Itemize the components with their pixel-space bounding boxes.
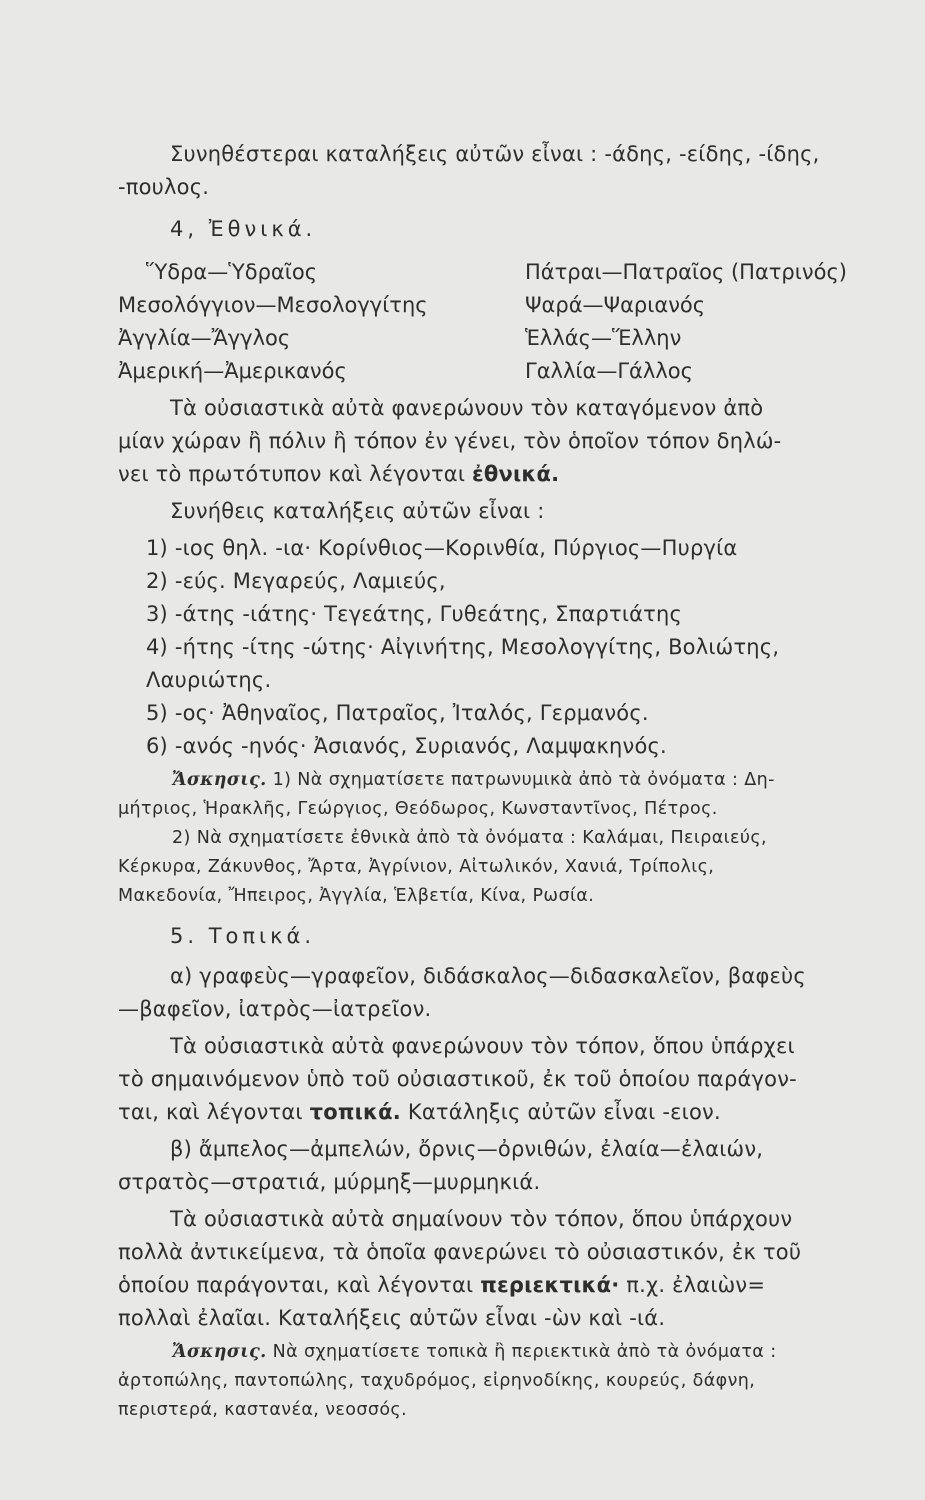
periektika-para-text: π.χ. ἐλαιὼν= — [619, 1273, 766, 1297]
ethnika-term: ἐθνικά. — [472, 462, 560, 486]
section-4-heading: 4, Ἐθνικά. — [170, 217, 317, 241]
suffix-intro: Συνήθεις καταλήξεις αὐτῶν εἶναι : — [170, 499, 545, 523]
intro-line-1: Συνηθέστεραι καταλήξεις αὐτῶν εἶναι : -άδης, -είδης, -ίδης, — [170, 142, 820, 166]
exercise-2-line-3: περιστερά, καστανέα, νεοσσός. — [118, 1400, 408, 1420]
exercise-2-line-1 — [172, 1340, 777, 1364]
exercise-1-line-1 — [172, 768, 775, 792]
pair-left: Ἀγγλία—Ἄγγλος — [118, 326, 291, 350]
periektika-para-line-1: Τὰ οὐσιαστικὰ αὐτὰ σημαίνουν τὸν τόπον, ὅπου ὑπάρχουν — [170, 1207, 793, 1231]
alpha-line-1: α) γραφεὺς—γραφεῖον, διδάσκαλος—διδασκαλεῖον, βαφεὺς — [170, 964, 806, 988]
suffix-item: 2) -εύς. Μεγαρεύς, Λαμιεύς, — [146, 569, 446, 593]
alpha-line-2: —βαφεῖον, ἰατρὸς—ἰατρεῖον. — [118, 997, 432, 1021]
topika-para-line-2: τὸ σημαινόμενον ὑπὸ τοῦ οὐσιαστικοῦ, ἐκ τοῦ ὁποίου παράγον- — [118, 1067, 797, 1091]
topika-para-line-1: Τὰ οὐσιαστικὰ αὐτὰ φανερώνουν τὸν τόπον, ὅπου ὑπάρχει — [170, 1034, 795, 1058]
pair-right: Γαλλία—Γάλλος — [525, 359, 693, 383]
exercise-text: 1) Νὰ σχηματίσετε πατρωνυμικὰ ἀπὸ τὰ ὀνόματα : Δη- — [266, 770, 775, 790]
ethnika-para-line-3 — [118, 460, 559, 488]
ethnika-para-line-1: Τὰ οὐσιαστικὰ αὐτὰ φανερώνουν τὸν καταγόμενον ἀπὸ — [170, 396, 764, 420]
topika-para-line-3 — [118, 1098, 721, 1126]
suffix-item: 4) -ήτης -ίτης -ώτης· Αἰγινήτης, Μεσολογγίτης, Βολιώτης, — [146, 635, 780, 659]
ethnika-para-line-2: μίαν χώραν ἢ πόλιν ἢ τόπον ἐν γένει, τὸν ὁποῖον τόπον δηλώ- — [118, 429, 782, 453]
intro-line-2: -πουλος. — [118, 175, 210, 199]
ethnika-para-text: νει τὸ πρωτότυπον καὶ λέγονται — [118, 462, 473, 486]
pair-left: Μεσολόγγιον—Μεσολογγίτης — [118, 293, 428, 317]
exercise-text: Νὰ σχηματίσετε τοπικὰ ἢ περιεκτικὰ ἀπὸ τὰ ὀνόματα : — [266, 1342, 777, 1362]
periektika-para-text: ὁποίου παράγονται, καὶ λέγονται — [118, 1273, 481, 1297]
exercise-2-line-2: ἀρτοπώλης, παντοπώλης, ταχυδρόμος, εἰρηνοδίκης, κουρεύς, δάφνη, — [118, 1371, 756, 1391]
pair-right: Πάτραι—Πατραῖος (Πατρινός) — [525, 260, 847, 284]
exercise-1-line-5: Μακεδονία, Ἤπειρος, Ἀγγλία, Ἑλβετία, Κίνα, Ρωσία. — [118, 886, 595, 906]
section-5-heading: 5. Τοπικά. — [170, 924, 316, 948]
exercise-label: Ἄσκησις. — [172, 770, 267, 790]
periektika-para-line-2: πολλὰ ἀντικείμενα, τὰ ὁποῖα φανερώνει τὸ οὐσιαστικόν, ἐκ τοῦ — [118, 1240, 802, 1264]
periektika-para-line-4: πολλαὶ ἐλαῖαι. Καταλήξεις αὐτῶν εἶναι -ὼν καὶ -ιά. — [118, 1306, 666, 1330]
pair-right: Ψαρά—Ψαριανός — [525, 293, 706, 317]
exercise-1-line-3: 2) Νὰ σχηματίσετε ἐθνικὰ ἀπὸ τὰ ὀνόματα : Καλάμαι, Πειραιεύς, — [172, 828, 767, 848]
suffix-item: 5) -ος· Ἀθηναῖος, Πατραῖος, Ἰταλός, Γερμανός. — [146, 701, 649, 725]
beta-line-1: β) ἄμπελος—ἀμπελών, ὄρνις—ὀρνιθών, ἐλαία—ἐλαιών, — [170, 1137, 764, 1161]
suffix-item: 3) -άτης -ιάτης· Τεγεάτης, Γυθεάτης, Σπαρτιάτης — [146, 602, 683, 626]
pair-left: Ἀμερική—Ἀμερικανός — [118, 359, 347, 383]
topika-para-text: ται, καὶ λέγονται — [118, 1100, 310, 1124]
exercise-label: Ἄσκησις. — [172, 1342, 267, 1362]
suffix-item: Λαυριώτης. — [146, 668, 272, 692]
topika-term: τοπικά. — [309, 1100, 401, 1124]
exercise-1-line-4: Κέρκυρα, Ζάκυνθος, Ἄρτα, Ἀγρίνιον, Αἰτωλικόν, Χανιά, Τρίπολις, — [118, 857, 715, 877]
exercise-1-line-2: μήτριος, Ἡρακλῆς, Γεώργιος, Θεόδωρος, Κωνσταντῖνος, Πέτρος. — [118, 799, 718, 819]
pair-left: Ὕδρα—Ὑδραῖος — [146, 260, 318, 284]
pair-right: Ἑλλάς—Ἕλλην — [525, 326, 682, 350]
periektika-para-line-3 — [118, 1271, 765, 1299]
beta-line-2: στρατὸς—στρατιά, μύρμηξ—μυρμηκιά. — [118, 1170, 541, 1194]
suffix-item: 1) -ιος θηλ. -ια· Κορίνθιος—Κορινθία, Πύργιος—Πυργία — [146, 536, 738, 560]
periektika-term: περιεκτικά· — [480, 1273, 620, 1297]
suffix-item: 6) -ανός -ηνός· Ἀσιανός, Συριανός, Λαμψακηνός. — [146, 734, 667, 758]
topika-para-text: Κατάληξις αὐτῶν εἶναι -ειον. — [400, 1100, 721, 1124]
